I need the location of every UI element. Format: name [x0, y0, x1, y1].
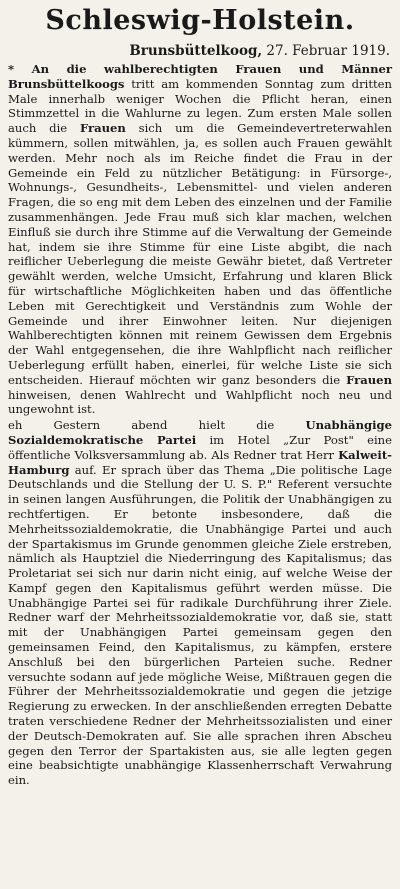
dateline	[8, 42, 390, 60]
section-title: Schleswig-Holstein.	[45, 5, 355, 36]
article-text: tritt am kommenden Sonntag zum dritten Male innerhalb weniger Wochen die Pflicht heran, einen Stimmzettel in die Wahlurne zu legen. Zum ersten Male sollen auch die	[8, 76, 392, 136]
article-lead: * An die wahlberechtigten Frauen und Männer Brunsbüttelkoogs	[8, 62, 392, 91]
emphasis-text: Frauen	[79, 121, 126, 136]
emphasis-text: Frauen	[346, 372, 392, 387]
article-text: auf. Er sprach über das Thema „Die politische Lage Deutschlands und die Stellung der U. S. P." Referent versuchte in seinen langen Ausführungen, die Politik der Unabhängigen zu rechtfertigen. Er betonte insbesondere, daß die Mehrheitssozialdemokratie, die Unabhängige Partei und auch der Spartakismus im Grunde genommen gleiche Ziele erstreben, nämlich als Hauptziel die Niederringung des Kapitalismus; das Proletariat sei sich nur darin nicht einig, auf welche Weise der Kampf gegen den Kapitalismus geführt werden müsse. Die Unabhängige Partei sei für radikale Durchführung ihrer Ziele. Redner warf der Mehrheitssozialdemokratie vor, daß sie, statt mit der Unabhängigen Partei gemeinsam gegen den gemeinsamen Feind, den Kapitalismus, zu kämpfen, erstere Anschluß bei den bürgerlichen Parteien suche. Redner versuchte sodann auf jede mögliche Weise, Mißtrauen gegen die Führer der Mehrheitssozialdemokratie und gegen die jetzige Regierung zu erwecken. In der anschließenden erregten Debatte traten verschiedene Redner der Mehrheitssozialisten und einer der Deutsch-Demokraten auf. Sie alle sprachen ihren Abscheu gegen den Terror der Spartakisten aus, sie alle legten gegen eine beabsichtigte unabhängige Klassenherrschaft Verwahrung ein.	[8, 462, 392, 788]
newspaper-clipping	[8, 0, 392, 788]
dateline-date: 27. Februar 1919.	[266, 43, 390, 59]
article-text: hinweisen, denen Wahlrecht und Wahlpflicht noch neu und ungewohnt ist.	[8, 387, 392, 417]
article-text: eh Gestern abend hielt die	[8, 418, 306, 433]
dateline-place: Brunsbüttelkoog,	[129, 43, 263, 59]
article-text: im Hotel „Zur Post" eine öffentliche Volksversammlung ab. Als Redner trat Herr	[8, 432, 392, 462]
article-women-voters	[8, 62, 392, 417]
emphasis-text: Kalweit-Hamburg	[8, 447, 392, 477]
article-text: sich um die Gemeindevertreterwahlen kümmern, sollen mitwählen, ja, es sollen auch Frauen gewählt werden. Mehr noch als im Reiche findet die Frau in der Gemeinde ein Feld zu nützlicher Betätigung: in Fürsorge-, Wohnungs-, Gesundheits-, Lebensmittel- und vielen anderen Fragen, die so eng mit dem Leben des einzelnen und der Familie zusammenhängen. Jede Frau muß sich klar machen, welchen Einfluß sie durch ihre Stimme auf die Verwaltung der Gemeinde hat, indem sie ihre Stimme für eine Liste abgibt, die nach reiflicher Ueberlegung die meiste Gewähr bietet, daß Vertreter gewählt werden, welche Umsicht, Erfahrung und klaren Blick für wirtschaftliche Möglichkeiten haben und das öffentliche Leben mit Gerechtigkeit und Verständnis zum Wohle der Gemeinde und ihrer Einwohner leiten. Nur diejenigen Wahlberechtigten können mit reinem Gewissen dem Ergebnis der Wahl entgegensehen, die ihre Wahlpflicht nach reiflicher Ueberlegung erfüllt haben, einerlei, für welche Liste sie sich entscheiden. Hierauf möchten wir ganz besonders die	[8, 121, 392, 387]
emphasis-text: Unabhängige Sozialdemokratische Partei	[8, 418, 392, 447]
article-uspd-meeting	[8, 418, 392, 788]
